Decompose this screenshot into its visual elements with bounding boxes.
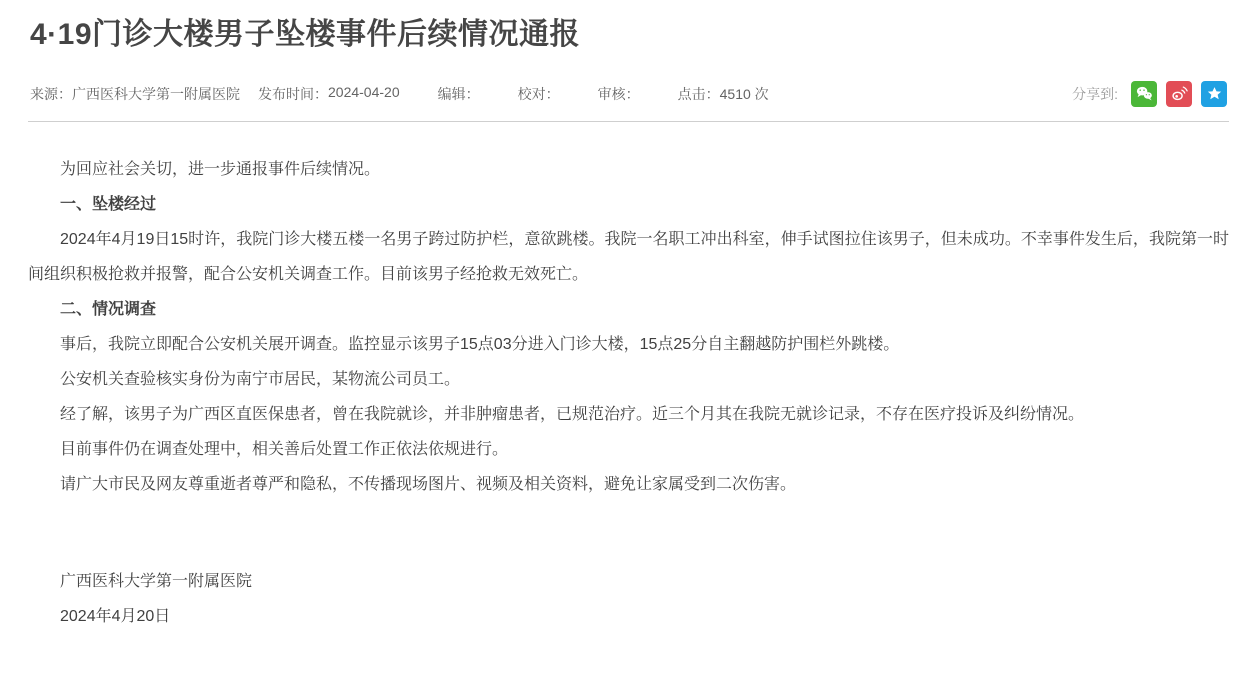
paragraph-investigation: 事后，我院立即配合公安机关展开调查。监控显示该男子15点03分进入门诊大楼，15点25分自主翻越防护围栏外跳楼。 [60,335,900,353]
paragraph-appeal: 请广大市民及网友尊重逝者尊严和隐私，不传播现场图片、视频及相关资料，避免让家属受到二次伤害。 [60,475,797,493]
publish-label: 发布时间： [258,85,328,102]
article-header [0,0,1257,108]
source-label: 来源： [30,85,72,102]
signature-block [28,564,1229,634]
publish-value: 2024-04-20 [328,83,400,100]
signature-date: 2024年4月20日 [60,607,171,625]
qzone-share-button[interactable] [1201,81,1227,107]
review-label: 审核： [597,85,640,102]
star-icon [1205,84,1224,103]
weibo-icon [1170,84,1189,103]
meta-publish-time [258,84,400,104]
section-heading-1: 一、坠楼经过 [60,195,157,213]
signature-org: 广西医科大学第一附属医院 [60,572,253,590]
share-bar [1072,81,1227,107]
share-label: 分享到: [1072,85,1118,102]
wechat-share-button[interactable] [1131,81,1157,107]
paragraph-identity: 公安机关查验核实身份为南宁市居民，某物流公司员工。 [60,370,461,388]
meta-clicks [678,84,769,104]
meta-row [30,80,1227,108]
paragraph-intro: 为回应社会关切，进一步通报事件后续情况。 [60,160,381,178]
meta-reviewer [598,84,640,104]
clicks-value: 4510 次 [719,85,769,102]
weibo-share-button[interactable] [1166,81,1192,107]
meta-source [30,84,240,104]
meta-proofreader [518,84,560,104]
proofread-label: 校对： [517,85,560,102]
article-body [0,122,1257,634]
clicks-label: 点击： [677,85,720,102]
page-title: 4·19门诊大楼男子坠楼事件后续情况通报 [30,18,581,51]
paragraph-incident: 2024年4月19日15时许，我院门诊大楼五楼一名男子跨过防护栏，意欲跳楼。我院一名职工冲出科室，伸手试图拉住该男子，但未成功。不幸事件发生后，我院第一时间组织积极抢救并报警，配合公安机关调查工作。目前该男子经抢救无效死亡。 [28,230,1229,283]
paragraph-followup: 目前事件仍在调查处理中，相关善后处置工作正依法依规进行。 [60,440,509,458]
editor-label: 编辑： [437,85,480,102]
source-value: 广西医科大学第一附属医院 [72,85,240,102]
section-heading-2: 二、情况调查 [60,300,157,318]
meta-editor [438,84,480,104]
paragraph-medical-history: 经了解，该男子为广西区直医保患者，曾在我院就诊，并非肿瘤患者，已规范治疗。近三个月其在我院无就诊记录，不存在医疗投诉及纠纷情况。 [60,405,1085,423]
wechat-icon [1135,84,1154,103]
